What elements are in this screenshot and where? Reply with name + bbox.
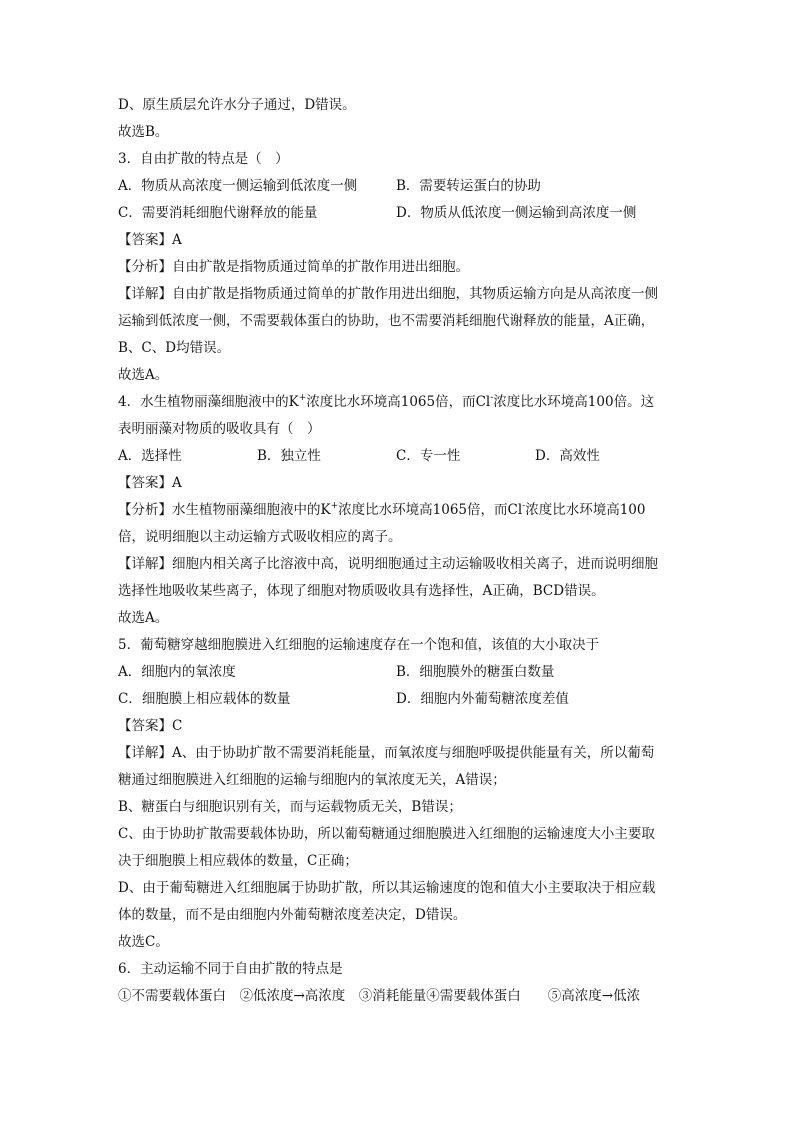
text-line: 故选B。 (118, 124, 169, 140)
option-b: B．独立性 (257, 448, 321, 464)
option-d: D．物质从低浓度一侧运输到高浓度一侧 (396, 205, 637, 221)
question-3-detail: B、C、D均错误。 (118, 340, 231, 356)
question-5-answer: 【答案】C (118, 718, 183, 734)
question-4-detail: 选择性地吸收某些离子，体现了细胞对物质吸收具有选择性，A正确，BCD错误。 (118, 583, 605, 599)
question-4-options-row (118, 443, 684, 470)
question-3-analysis: 【分析】自由扩散是指物质通过简单的扩散作用进出细胞。 (118, 259, 469, 275)
superscript: + (330, 500, 339, 511)
option-d: D．细胞内外葡萄糖浓度差值 (396, 691, 569, 707)
analysis-text: 【分析】水生植物丽藻细胞液中的K (118, 502, 331, 518)
question-3-detail: 运输到低浓度一侧，不需要载体蛋白的协助，也不需要消耗细胞代谢释放的能量，A正确， (118, 313, 655, 329)
question-4-choice: 故选A。 (118, 610, 169, 626)
stem-text: 浓度比水环境高100倍。这 (493, 394, 655, 410)
option-a: A．选择性 (118, 448, 182, 464)
question-6-items: ①不需要载体蛋白 ②低浓度→高浓度 ③消耗能量④需要载体蛋白 ⑤高浓度→低浓 (118, 988, 641, 1004)
question-5-choice: 故选C。 (118, 934, 169, 950)
option-d: D．高效性 (535, 448, 600, 464)
question-6-stem: 6．主动运输不同于自由扩散的特点是 (118, 961, 343, 977)
question-5-options-row-2 (118, 686, 684, 713)
question-5-detail: B、糖蛋白与细胞识别有关，而与运载物质无关，B错误； (118, 799, 462, 815)
question-5-detail: 决于细胞膜上相应载体的数量，C正确； (118, 853, 358, 869)
analysis-text: 浓度比水环境高100 (525, 502, 646, 518)
question-3-detail: 【详解】自由扩散是指物质通过简单的扩散作用进出细胞，其物质运输方向是从高浓度一侧 (118, 286, 658, 302)
text-line: D、原生质层允许水分子通过，D错误。 (118, 97, 356, 113)
question-5-options-row-1 (118, 659, 684, 686)
question-3-stem: 3．自由扩散的特点是（ ） (118, 151, 289, 167)
option-b: B．细胞膜外的糖蛋白数量 (396, 664, 555, 680)
question-3-answer: 【答案】A (118, 232, 182, 248)
analysis-text: 浓度比水环境高1065倍，而Cl (338, 502, 523, 518)
option-b: B．需要转运蛋白的协助 (396, 178, 541, 194)
question-3-choice: 故选A。 (118, 367, 169, 383)
question-4-answer: 【答案】A (118, 475, 182, 491)
stem-text: 4．水生植物丽藻细胞液中的K (118, 394, 299, 410)
question-5-detail: 【详解】A、由于协助扩散不需要消耗能量，而氧浓度与细胞呼吸提供能量有关，所以葡萄 (118, 745, 655, 761)
question-4-detail: 【详解】细胞内相关离子比溶液中高，说明细胞通过主动运输吸收相关离子，进而说明细胞 (118, 556, 658, 572)
page-content (118, 92, 684, 1010)
superscript: - (490, 392, 494, 403)
question-4-analysis: 倍，说明细胞以主动运输方式吸收相应的离子。 (118, 529, 402, 545)
superscript: - (522, 500, 526, 511)
stem-text: 浓度比水环境高1065倍，而Cl (306, 394, 491, 410)
question-5-detail: D、由于葡萄糖进入红细胞属于协助扩散，所以其运输速度的饱和值大小主要取决于相应载 (118, 880, 656, 896)
option-a: A．物质从高浓度一侧运输到低浓度一侧 (118, 178, 358, 194)
option-c: C．细胞膜上相应载体的数量 (118, 691, 291, 707)
option-c: C．专一性 (396, 448, 461, 464)
option-c: C．需要消耗细胞代谢释放的能量 (118, 205, 318, 221)
question-4-stem (118, 389, 684, 416)
question-3-options-row-1 (118, 173, 684, 200)
question-4-stem: 表明丽藻对物质的吸收具有（ ） (118, 421, 321, 437)
option-a: A．细胞内的氧浓度 (118, 664, 236, 680)
superscript: + (298, 392, 307, 403)
question-5-detail: 糖通过细胞膜进入红细胞的运输与细胞内的氧浓度无关，A错误； (118, 772, 506, 788)
question-4-analysis (118, 497, 684, 524)
question-5-detail: C、由于协助扩散需要载体协助，所以葡萄糖通过细胞膜进入红细胞的运输速度大小主要取 (118, 826, 655, 842)
question-5-stem: 5．葡萄糖穿越细胞膜进入红细胞的运输速度存在一个饱和值，该值的大小取决于 (118, 637, 600, 653)
question-5-detail: 体的数量，而不是由细胞内外葡萄糖浓度差决定，D错误。 (118, 907, 467, 923)
question-3-options-row-2 (118, 200, 684, 227)
